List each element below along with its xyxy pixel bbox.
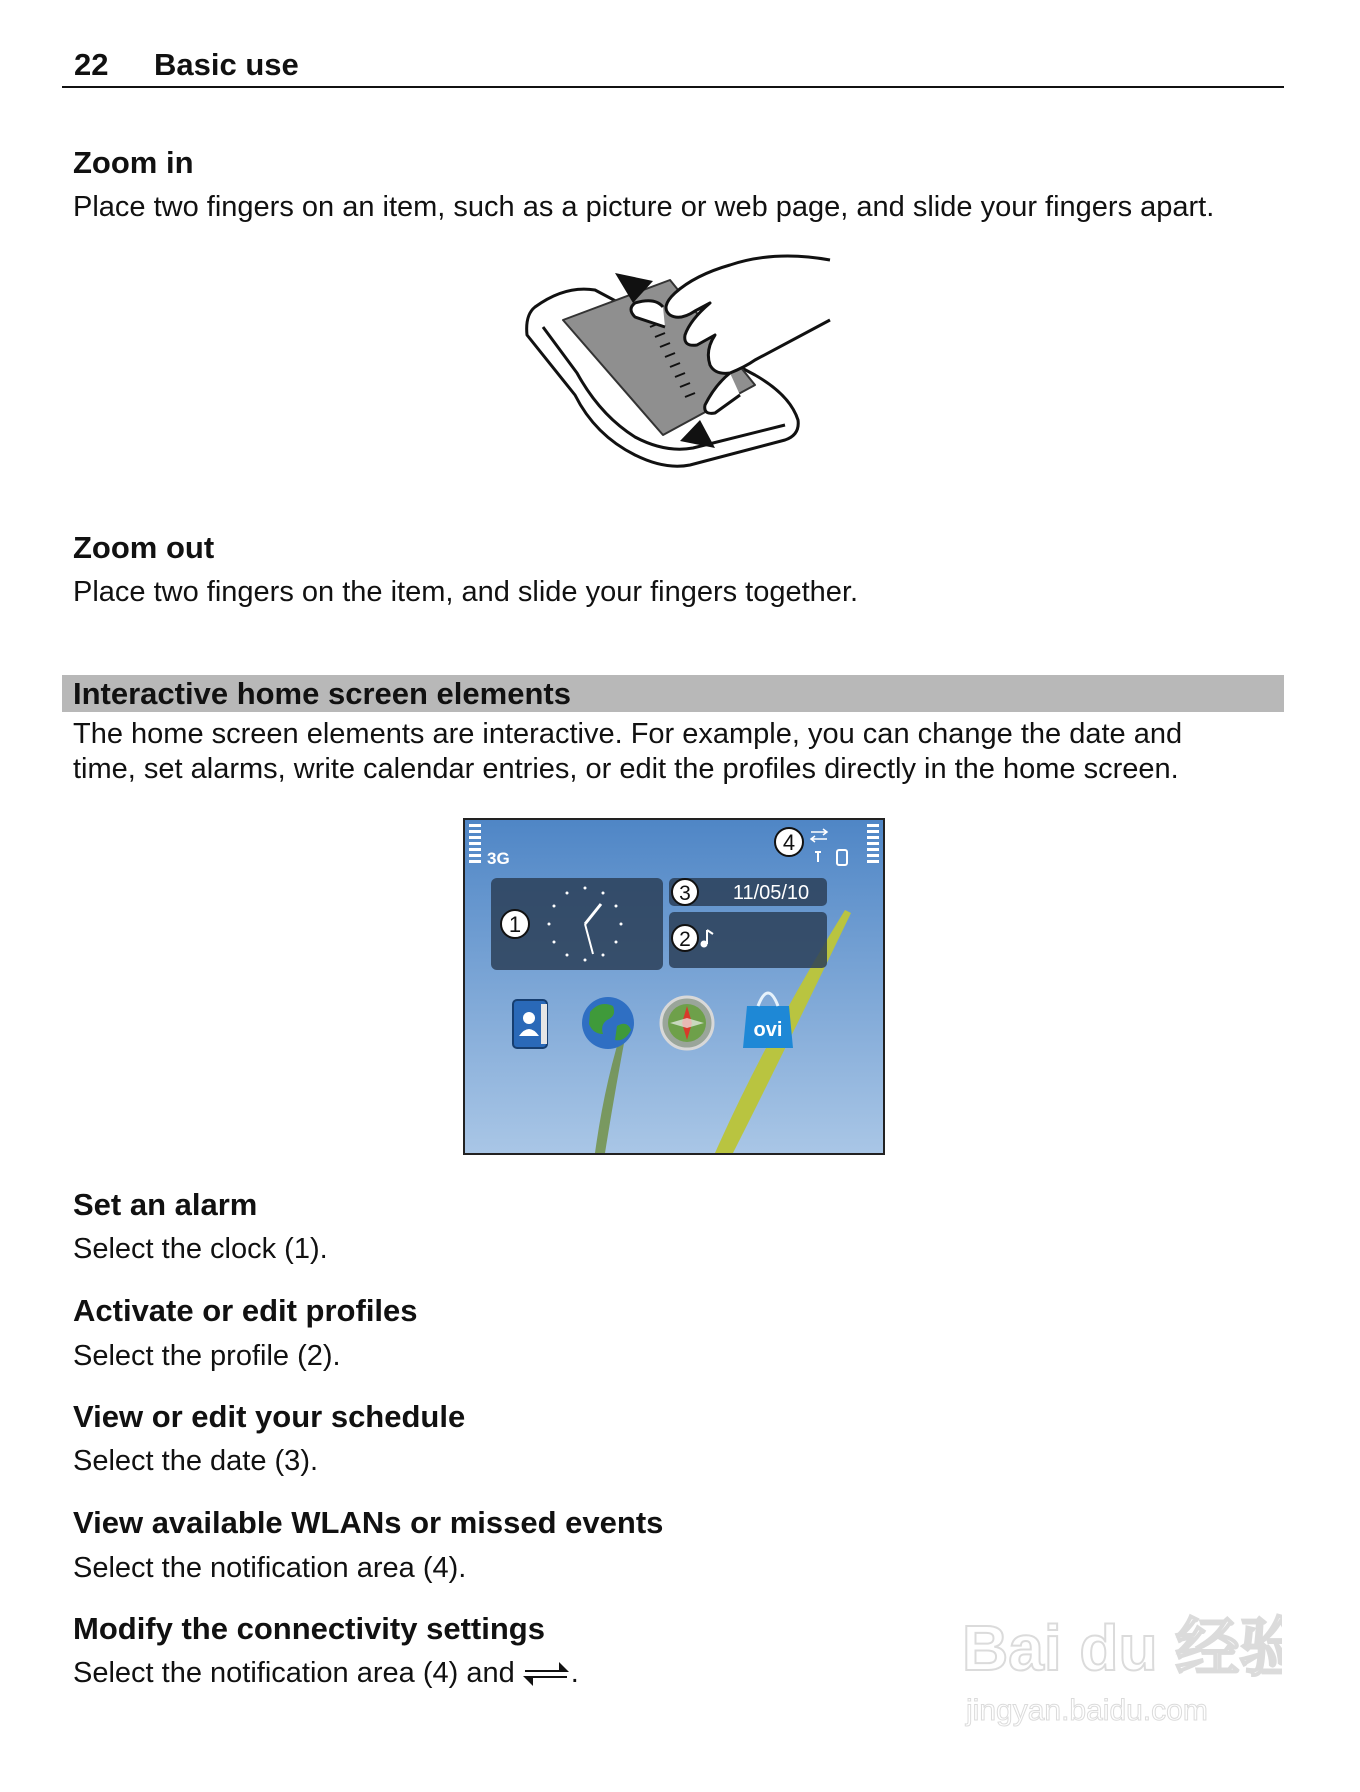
page-header <box>62 46 1284 88</box>
page-number: 22 <box>74 47 109 82</box>
date-widget[interactable] <box>669 878 827 906</box>
baidu-watermark-logo <box>962 1590 1282 1740</box>
ovi-label: ovi <box>753 1019 783 1041</box>
callout-3: 3 <box>679 882 691 905</box>
item-text-alarm: Select the clock (1). <box>73 1233 328 1265</box>
item-heading-schedule: View or edit your schedule <box>73 1399 466 1434</box>
callout-4: 4 <box>782 830 796 855</box>
maps-compass-icon[interactable] <box>661 997 713 1049</box>
home-screen-screenshot <box>463 818 885 1155</box>
clock-widget[interactable] <box>491 878 663 970</box>
watermark-url: jingyan.baidu.com <box>966 1694 1208 1727</box>
network-type-label: 3G <box>487 849 510 868</box>
zoom-in-gesture-illustration <box>515 245 835 480</box>
item-text-schedule: Select the date (3). <box>73 1445 319 1477</box>
section-title-bar: Interactive home screen elements <box>62 675 1284 712</box>
connectivity-arrows-icon <box>521 1658 571 1690</box>
contacts-icon[interactable] <box>513 1000 547 1048</box>
baidu-jingyan-watermark <box>962 1590 1282 1740</box>
callout-1: 1 <box>508 912 522 937</box>
item-text-connectivity-end: . <box>570 1657 579 1689</box>
section-intro-line-2: time, set alarms, write calendar entries, or edit the profiles directly in the home screen. <box>73 753 1179 785</box>
section-intro-line-1: The home screen elements are interactive. For example, you can change the date and <box>73 718 1183 750</box>
zoom-in-heading: Zoom in <box>73 145 194 180</box>
zoom-out-heading: Zoom out <box>73 530 215 565</box>
item-text-connectivity-main: Select the notification area (4) and <box>73 1657 515 1689</box>
item-heading-connectivity: Modify the connectivity settings <box>73 1611 545 1646</box>
item-heading-alarm: Set an alarm <box>73 1187 258 1222</box>
profile-widget[interactable] <box>669 912 827 968</box>
date-label: 11/05/10 <box>732 882 810 904</box>
zoom-in-text: Place two fingers on an item, such as a picture or web page, and slide your fingers apart. <box>73 191 1215 223</box>
watermark-brand: Bai du 经验 <box>962 1612 1282 1684</box>
chapter-title: Basic use <box>154 47 299 82</box>
item-text-profiles: Select the profile (2). <box>73 1340 341 1372</box>
callout-2: 2 <box>679 928 691 951</box>
item-text-wlans: Select the notification area (4). <box>73 1552 467 1584</box>
item-text-connectivity <box>73 1656 579 1691</box>
home-screen-graphic <box>465 820 883 1153</box>
zoom-out-text: Place two fingers on the item, and slide your fingers together. <box>73 576 859 608</box>
web-browser-globe-icon[interactable] <box>582 997 634 1049</box>
item-heading-profiles: Activate or edit profiles <box>73 1293 418 1328</box>
item-heading-wlans: View available WLANs or missed events <box>73 1505 664 1540</box>
